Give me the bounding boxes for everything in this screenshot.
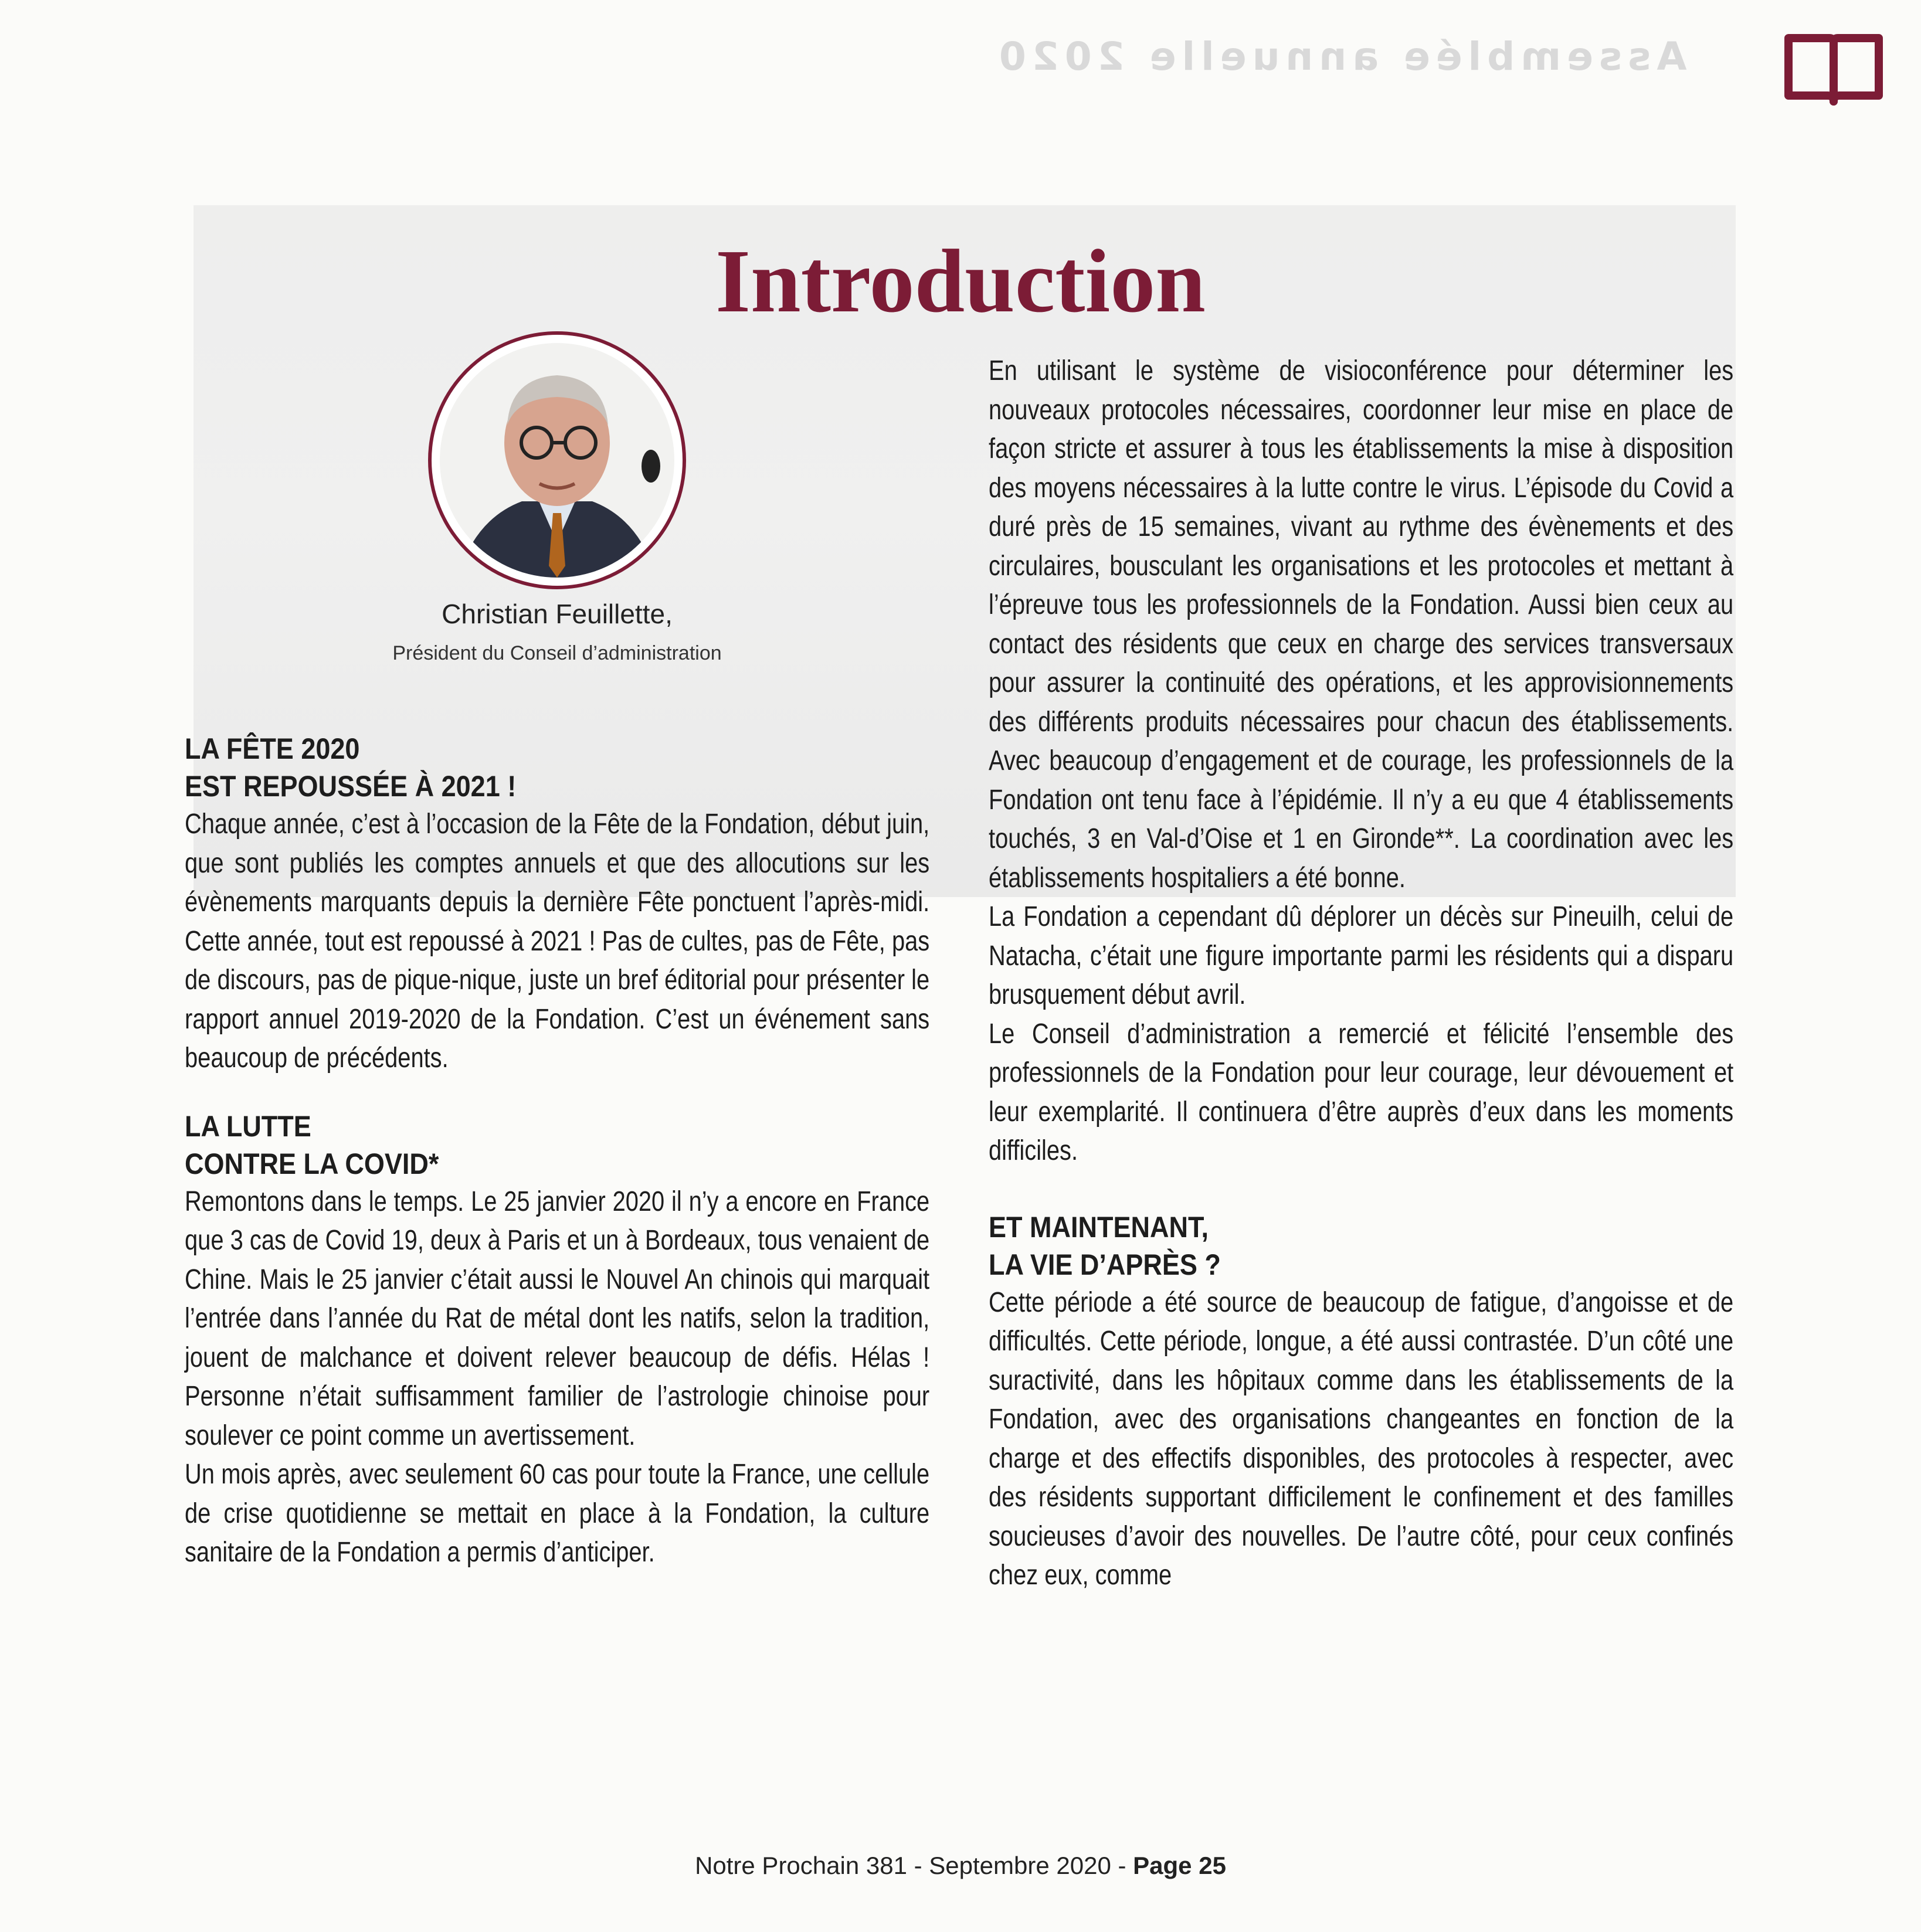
footer-text: Notre Prochain 381 - Septembre 2020 - xyxy=(695,1852,1133,1879)
page-number: Page 25 xyxy=(1133,1852,1226,1879)
paragraph: Cette période a été source de beaucoup de fatigue, d’angoisse et de difficultés. Cette période, longue, a été aussi contrastée. D’un côté une suractivité, dans les hôpitaux comme dans les établissements de la Fondation, avec des organisations changeantes en fonction de la charge et des effectifs disponibles, des protocoles à respecter, avec des résidents supportant difficilement le confinement et des familles soucieuses d’avoir des nouvelles. De l’autre côté, pour ceux confinés chez eux, comme xyxy=(989,1286,1734,1591)
running-head: Assemblée annuelle 2020 xyxy=(993,34,1686,79)
page-footer xyxy=(0,1852,1921,1880)
author-name: Christian Feuillette, xyxy=(442,599,673,629)
section-heading xyxy=(185,730,929,805)
paragraph: Le Conseil d’administration a remercié et félicité l’ensemble des professionnels de la Fondation pour leur courage, leur dévouement et leur exemplarité. Il continuera d’être auprès d’eux dans les moments difficiles. xyxy=(989,1018,1734,1166)
section-heading xyxy=(185,1108,929,1183)
paragraph: Un mois après, avec seulement 60 cas pour toute la France, une cellule de crise quotidienne se mettait en place à la Fondation, la culture sanitaire de la Fondation a permis d’anticiper. xyxy=(185,1459,930,1568)
page-title: Introduction xyxy=(715,232,1206,332)
heading-line: CONTRE LA COVID* xyxy=(185,1147,439,1180)
heading-line: LA LUTTE xyxy=(185,1109,311,1143)
section-heading xyxy=(989,1208,1733,1284)
heading-line: EST REPOUSSÉE À 2021 ! xyxy=(185,770,517,803)
author-portrait xyxy=(440,343,674,578)
heading-line: LA VIE D’APRÈS ? xyxy=(989,1248,1221,1281)
paragraph: Remontons dans le temps. Le 25 janvier 2020 il n’y a encore en France que 3 cas de Covid 19, deux à Paris et un à Bordeaux, tous venaient de Chine. Mais le 25 janvier c’était aussi le Nouvel An chinois qui marquait l’entrée dans l’année du Rat de métal dont les natifs, selon la tradition, jouent de malchance et doivent relever beaucoup de défis. Hélas ! Personne n’était suffisamment familier de l’astrologie chinoise pour soulever ce point comme un avertissement. xyxy=(185,1186,930,1451)
book-icon xyxy=(1784,32,1883,106)
paragraph: La Fondation a cependant dû déplorer un décès sur Pineuilh, celui de Natacha, c’était une figure importante parmi les résidents qui a disparu brusquement début avril. xyxy=(989,901,1734,1010)
left-column xyxy=(185,730,929,1573)
paragraph: En utilisant le système de visioconférence pour déterminer les nouveaux protocoles nécessaires, coordonner leur mise en place de façon stricte et assurer à tous les établissements la mise à disposition des moyens nécessaires à la lutte contre le virus. L’épisode du Covid a duré près de 15 semaines, vivant au rythme des évènements et des circulaires, bousculant les organisations et les protocoles et mettant à l’épreuve tous les professionnels de la Fondation. Aussi bien ceux au contact des résidents que ceux en charge des services transversaux pour assurer la continuité des opérations, et les approvisionnements des différents produits nécessaires pour chacun des établissements. Avec beaucoup d’engagement et de courage, les professionnels de la Fondation ont tenu face à l’épidémie. Il n’y a eu que 4 établissements touchés, 3 en Val-d’Oise et 1 en Gironde**. La coordination avec les établissements hospitaliers a été bonne. xyxy=(989,355,1734,894)
author-portrait-frame xyxy=(428,331,686,589)
paragraph: Chaque année, c’est à l’occasion de la Fête de la Fondation, début juin, que sont publiés les comptes annuels et que des allocutions sur les évènements marquants depuis la dernière Fête ponctuent l’après-midi. Cette année, tout est repoussé à 2021 ! Pas de cultes, pas de Fête, pas de discours, pas de pique-nique, juste un bref éditorial pour présenter le rapport annuel 2019-2020 de la Fondation. C’est un événement sans beaucoup de précédents. xyxy=(185,809,930,1074)
heading-line: ET MAINTENANT, xyxy=(989,1210,1209,1244)
right-column xyxy=(989,352,1733,1595)
heading-line: LA FÊTE 2020 xyxy=(185,732,360,765)
author-role: Président du Conseil d’administration xyxy=(392,642,722,664)
